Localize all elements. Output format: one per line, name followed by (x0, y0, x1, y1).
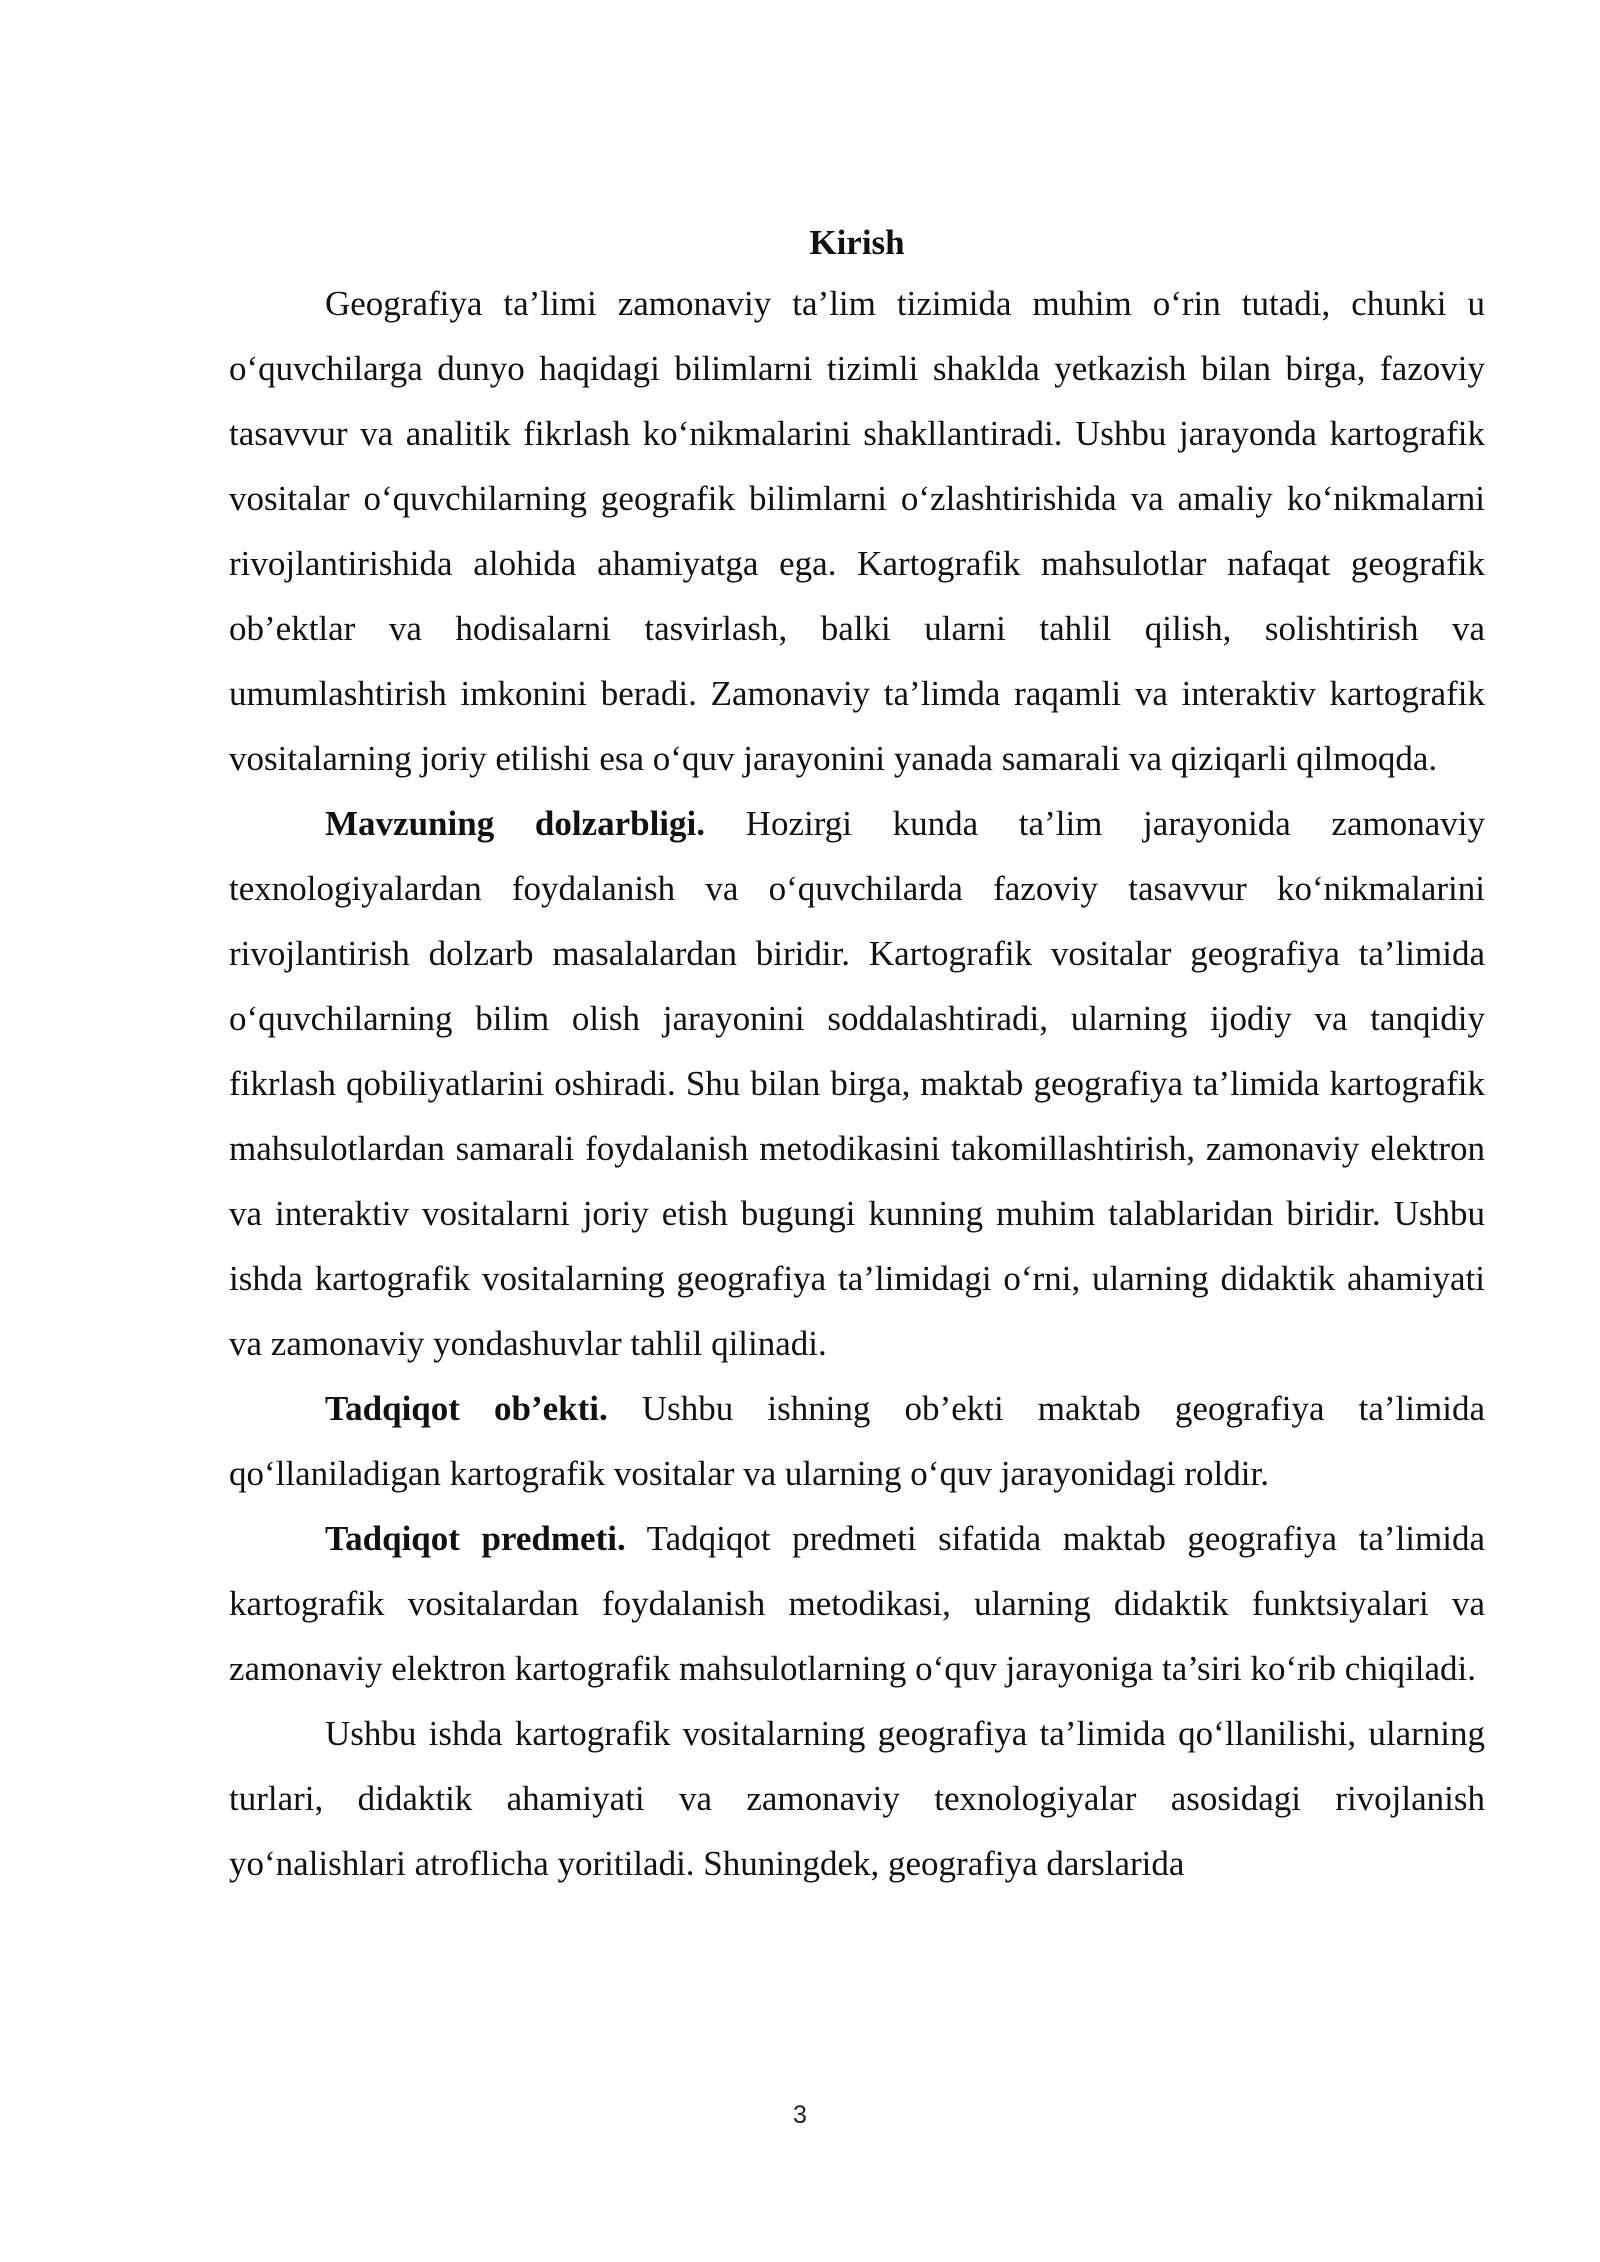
paragraph-research-object (229, 1376, 1485, 1506)
paragraph-heading: Mavzuning dolzarbligi. (325, 804, 705, 843)
page-number: 3 (793, 2101, 807, 2129)
section-title: Kirish (809, 223, 905, 262)
paragraph-text: Hozirgi kunda ta’lim jarayonida zamonaviy texnologiyalardan foydalanish va o‘quvchilarda fazoviy tasavvur ko‘nikmalarini rivojlantirish dolzarb masalalardan biridir. Kartografik vositalar geografiya ta’limida o‘quvchilarning bilim olish jarayonini soddalashtiradi, ularning ijodiy va tanqidiy fikrlash qobiliyatlarini oshiradi. Shu bilan birga, maktab geografiya ta’limida kartografik mahsulotlardan samarali foydalanish metodikasini takomillashtirish, zamonaviy elektron va interaktiv vositalarni joriy etish bugungi kunning muhim talablaridan biridir. Ushbu ishda kartografik vositalarning geografiya ta’limidagi o‘rni, ularning didaktik ahamiyati va zamonaviy yondashuvlar tahlil qilinadi. (229, 804, 1485, 1363)
paragraph-text: Geografiya ta’limi zamonaviy ta’lim tizimida muhim o‘rin tutadi, chunki u o‘quvchilarga dunyo haqidagi bilimlarni tizimli shaklda yetkazish bilan birga, fazoviy tasavvur va analitik fikrlash ko‘nikmalarini shakllantiradi. Ushbu jarayonda kartografik vositalar o‘quvchilarning geografik bilimlarni o‘zlashtirishida va amaliy ko‘nikmalarni rivojlantirishida alohida ahamiyatga ega. Kartografik mahsulotlar nafaqat geografik ob’ektlar va hodisalarni tasvirlash, balki ularni tahlil qilish, solishtirish va umumlashtirish imkonini beradi. Zamonaviy ta’limda raqamli va interaktiv kartografik vositalarning joriy etilishi esa o‘quv jarayonini yanada samarali va qiziqarli qilmoqda. (229, 284, 1485, 778)
paragraph-text: Ushbu ishning ob’ekti maktab geografiya ta’limida qo‘llaniladigan kartografik vositalar va ularning o‘quv jarayonidagi roldir. (229, 1389, 1485, 1493)
paragraph-intro (229, 271, 1485, 791)
paragraph-relevance (229, 791, 1485, 1376)
paragraph-scope (229, 1701, 1485, 1896)
document-page (229, 215, 1485, 1896)
paragraph-research-subject (229, 1506, 1485, 1701)
paragraph-heading: Tadqiqot predmeti. (325, 1519, 626, 1558)
paragraph-text: Tadqiqot predmeti sifatida maktab geografiya ta’limida kartografik vositalardan foydalanish metodikasi, ularning didaktik funktsiyalari va zamonaviy elektron kartografik mahsulotlarning o‘quv jarayoniga ta’siri ko‘rib chiqiladi. (229, 1519, 1485, 1688)
paragraph-heading: Tadqiqot ob’ekti. (325, 1389, 608, 1428)
paragraph-text: Ushbu ishda kartografik vositalarning geografiya ta’limida qo‘llanilishi, ularning turlari, didaktik ahamiyati va zamonaviy texnologiyalar asosidagi rivojlanish yo‘nalishlari atroflicha yoritiladi. Shuningdek, geografiya darslarida (229, 1714, 1485, 1883)
